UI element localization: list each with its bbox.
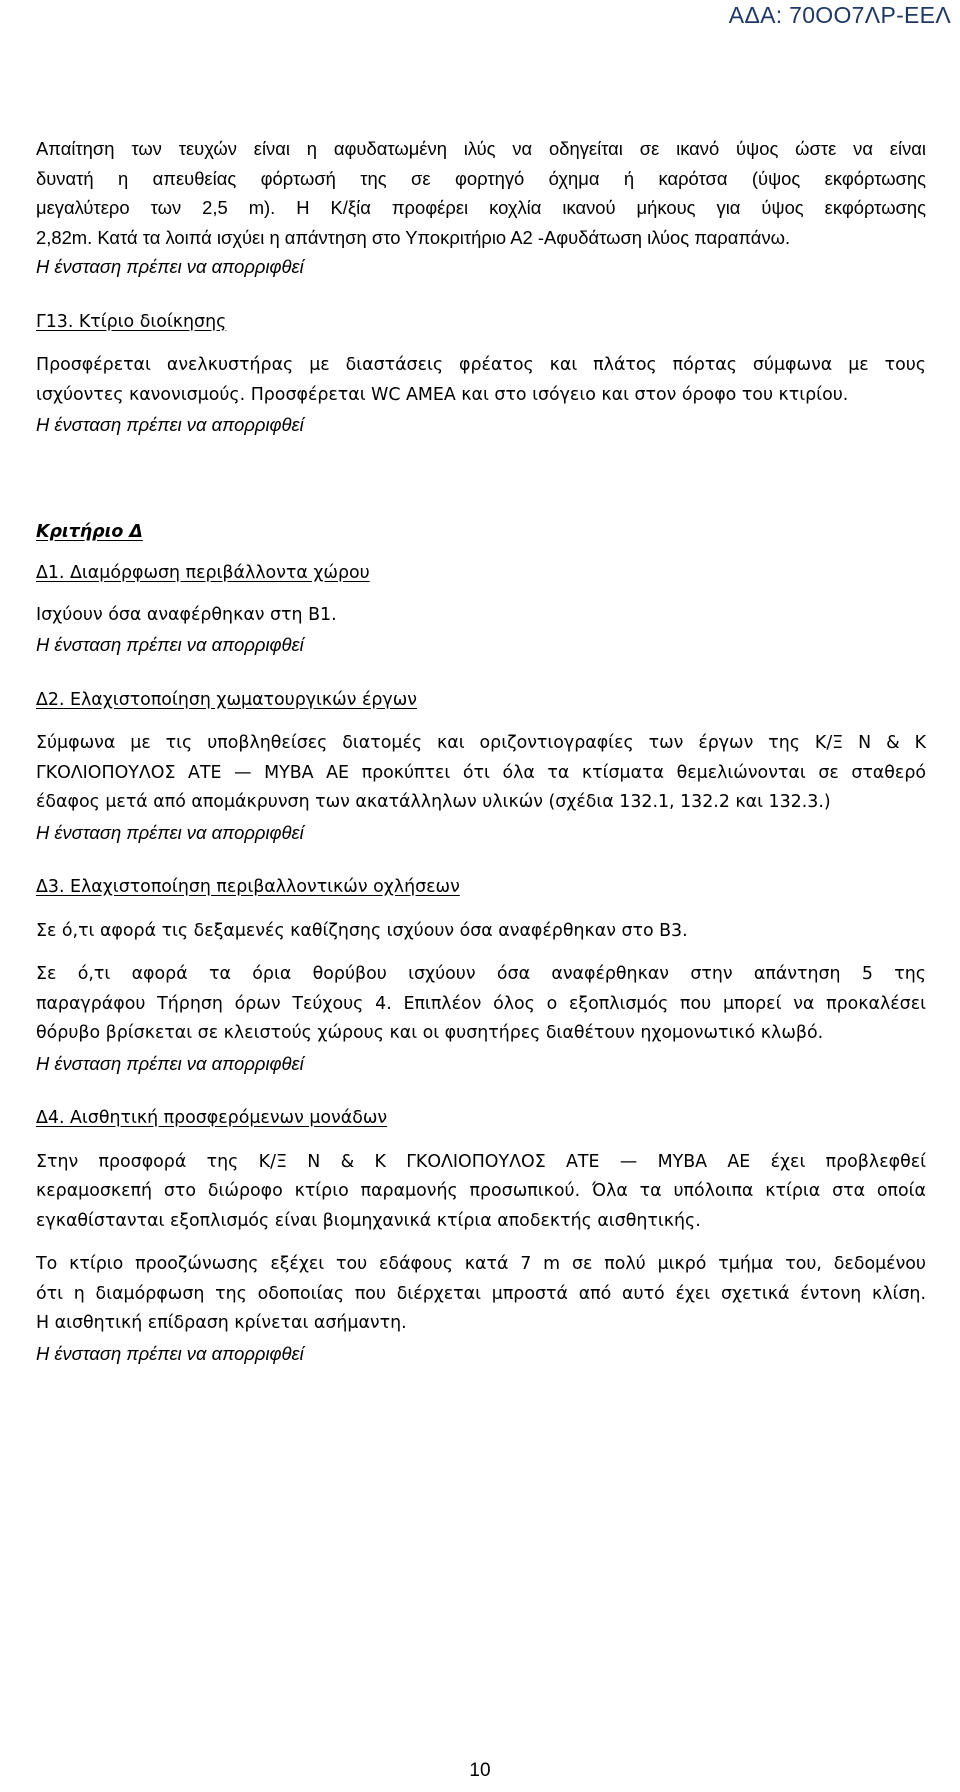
section-heading: Γ13. Κτίριο διοίκησης <box>36 311 227 332</box>
paragraph-line: έδαφος μετά από απομάκρυνση των ακατάλληλων υλικών (σχέδια 132.1, 132.2 και 132.3.) <box>36 792 831 812</box>
paragraph-line: κεραμοσκεπή στο διώροφο κτίριο παραμονής προσωπικού. Όλα τα υπόλοιπα κτίρια στα οποία <box>36 1181 926 1201</box>
page-number: 10 <box>469 1760 491 1781</box>
paragraph-line: Προσφέρεται ανελκυστήρας με διαστάσεις φρέατος και πλάτος πόρτας σύμφωνα με τους <box>36 355 926 375</box>
d2-section <box>36 686 926 848</box>
section-heading: Δ4. Αισθητική προσφερόμενων μονάδων <box>36 1108 388 1128</box>
section-heading: Δ3. Ελαχιστοποίηση περιβαλλοντικών οχλήσεων <box>36 877 460 897</box>
paragraph-line: ΓΚΟΛΙΟΠΟΥΛΟΣ ΑΤΕ — ΜΥΒΑ ΑΕ προκύπτει ότι όλα τα κτίσματα θεμελιώνονται σε σταθερό <box>36 762 926 783</box>
d4-section <box>36 1104 926 1368</box>
g13-section <box>36 308 926 440</box>
paragraph-line: θόρυβο βρίσκεται σε κλειστούς χώρους και οι φυσητήρες διαθέτουν ηχομονωτικό κλωβό. <box>36 1023 824 1043</box>
objection-verdict: Η ένσταση πρέπει να απορριφθεί <box>36 1342 304 1364</box>
document-body <box>36 134 926 1368</box>
intro-section <box>36 134 926 282</box>
paragraph-line: Ισχύουν όσα αναφέρθηκαν στη Β1. <box>36 604 337 625</box>
criterion-title: Κριτήριο Δ <box>36 521 143 542</box>
paragraph-line: Η αισθητική επίδραση κρίνεται ασήμαντη. <box>36 1313 407 1333</box>
objection-verdict: Η ένσταση πρέπει να απορριφθεί <box>36 414 304 435</box>
ada-code: ΑΔΑ: 70ΟΟ7ΛΡ-ΕΕΛ <box>728 2 951 28</box>
paragraph-line: μεγαλύτερο των 2,5 m). Η Κ/ξία προφέρει κοχλία ικανού μήκους για ύψος εκφόρτωσης <box>36 197 926 218</box>
paragraph-line: Στην προσφορά της Κ/Ξ Ν & Κ ΓΚΟΛΙΟΠΟΥΛΟΣ ΑΤΕ — ΜΥΒΑ ΑΕ έχει προβλεφθεί <box>36 1151 926 1172</box>
d3-section <box>36 873 926 1078</box>
paragraph-line: Το κτίριο προοζώνωσης εξέχει του εδάφους κατά 7 m σε πολύ μικρό τμήμα του, δεδομένου <box>36 1254 926 1274</box>
objection-verdict: Η ένσταση πρέπει να απορριφθεί <box>36 1052 304 1074</box>
objection-verdict: Η ένσταση πρέπει να απορριφθεί <box>36 634 304 655</box>
paragraph-line: εγκαθίστανται εξοπλισμός είναι βιομηχανικά κτίρια αποδεκτής αισθητικής. <box>36 1210 701 1231</box>
paragraph-line: Σύμφωνα με τις υποβληθείσες διατομές και οριζοντιογραφίες των έργων της Κ/Ξ Ν & Κ <box>36 733 926 753</box>
paragraph-line: Σε ό,τι αφορά τα όρια θορύβου ισχύουν όσα αναφέρθηκαν στην απάντηση 5 της <box>36 964 926 984</box>
section-heading: Δ1. Διαμόρφωση περιβάλλοντα χώρου <box>36 563 370 583</box>
objection-verdict: Η ένσταση πρέπει να απορριφθεί <box>36 821 304 843</box>
paragraph-line: 2,82m. Κατά τα λοιπά ισχύει η απάντηση στο Υποκριτήριο Α2 -Αφυδάτωση ιλύος παραπάνω. <box>36 226 791 248</box>
paragraph-line: παραγράφου Τήρηση όρων Τεύχους 4. Επιπλέον όλος ο εξοπλισμός που μπορεί να προκαλέσει <box>36 993 926 1014</box>
paragraph-line: ότι η διαμόρφωση της οδοποιίας που διέρχεται μπροστά από αυτό έχει σχετικά έντονη κλίση. <box>36 1283 926 1304</box>
paragraph-line: Απαίτηση των τευχών είναι η αφυδατωμένη ιλύς να οδηγείται σε ικανό ύψος ώστε να είναι <box>36 138 926 159</box>
paragraph-line: ισχύοντες κανονισμούς. Προσφέρεται WC ΑΜΕΑ και στο ισόγειο και στον όροφο του κτιρίου. <box>36 384 849 405</box>
paragraph-line: Σε ό,τι αφορά τις δεξαμενές καθίζησης ισχύουν όσα αναφέρθηκαν στο Β3. <box>36 920 688 941</box>
section-heading: Δ2. Ελαχιστοποίηση χωματουργικών έργων <box>36 689 417 710</box>
objection-verdict: Η ένσταση πρέπει να απορριφθεί <box>36 256 304 277</box>
criterion-d-section <box>36 518 926 660</box>
paragraph-line: δυνατή η απευθείας φόρτωσή της σε φορτηγό όχημα ή καρότσα (ύψος εκφόρτωσης <box>36 167 926 189</box>
